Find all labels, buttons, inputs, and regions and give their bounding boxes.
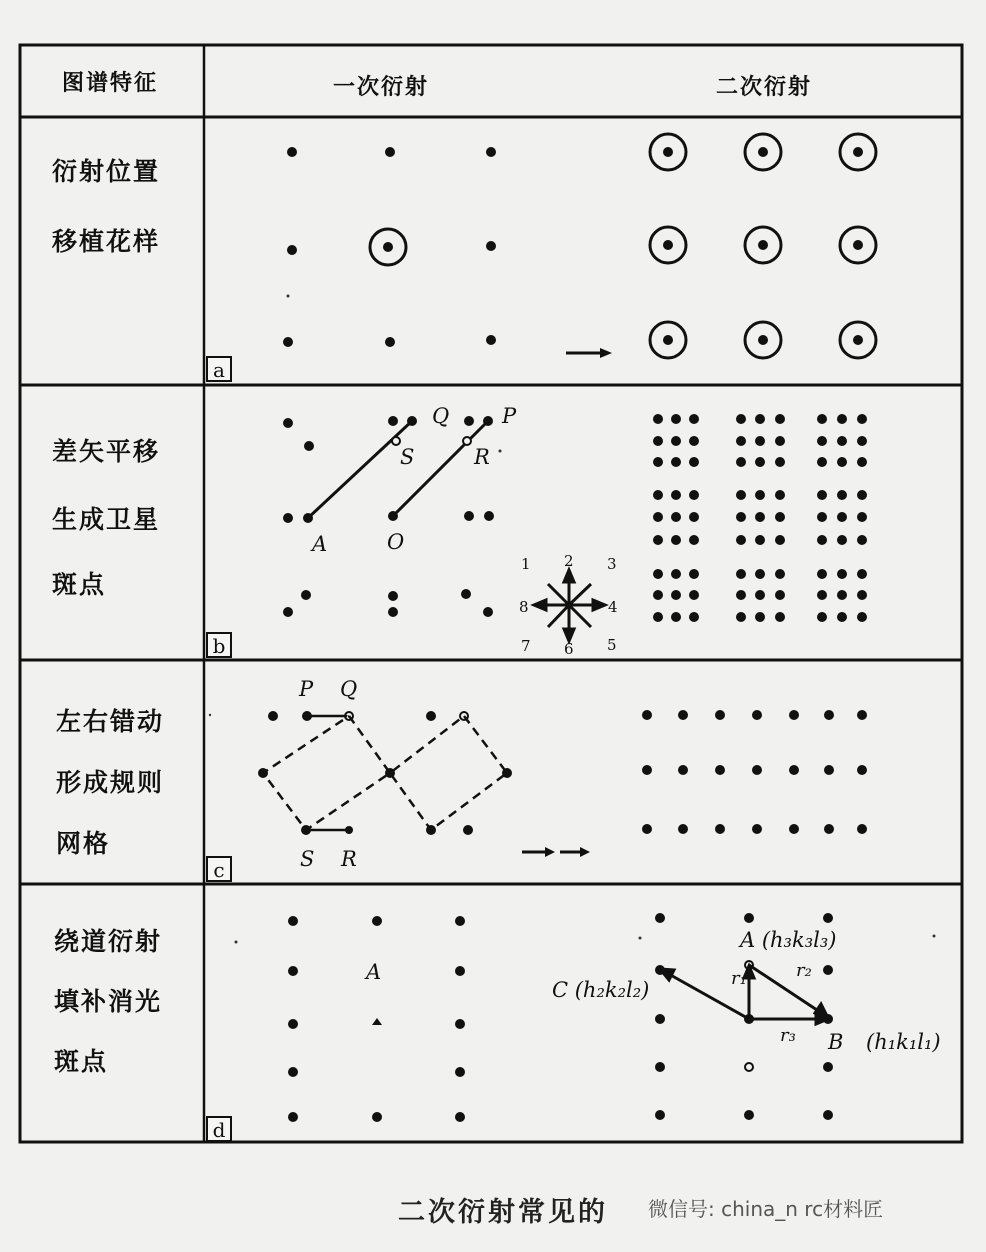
- row-c-label-line-2: 形成规则: [56, 768, 165, 797]
- row-a-arrow: [566, 348, 612, 358]
- row-c-grid-spots: [642, 710, 867, 834]
- row-b-label-S: S: [400, 445, 415, 469]
- row-d-label-line-2: 填补消光: [54, 987, 163, 1016]
- row-b-satellite-spots: [653, 414, 867, 622]
- row-a-label-line-1: 衍射位置: [52, 157, 161, 186]
- row-a-label-line-2: 移植花样: [52, 227, 161, 256]
- row-b-label-line-3: 斑点: [52, 570, 107, 599]
- row-a-tag: a: [206, 356, 232, 382]
- compass-label-5: 5: [607, 636, 617, 654]
- compass-label-7: 7: [521, 637, 531, 655]
- row-c-tag: c: [206, 856, 232, 882]
- row-d-label-line-1: 绕道衍射: [54, 927, 163, 956]
- header-primary-diffraction: 一次衍射: [333, 74, 430, 100]
- row-b-label-Q: Q: [432, 404, 450, 428]
- row-b-label-line-2: 生成卫星: [52, 505, 161, 534]
- row-b-label-O: O: [387, 530, 405, 554]
- row-d-label-r1: r₁: [731, 968, 747, 989]
- row-c-label-R: R: [341, 847, 357, 871]
- row-b-label-P: P: [502, 404, 517, 428]
- row-d-label-A-primary: A: [366, 960, 382, 984]
- row-c-label-P: P: [299, 677, 314, 701]
- compass-label-2: 2: [564, 552, 574, 570]
- row-b-label-R: R: [474, 445, 490, 469]
- row-b-tag: b: [206, 632, 232, 658]
- row-d-tag: d: [206, 1116, 232, 1142]
- row-d-label-B: B: [828, 1030, 844, 1054]
- row-d-label-C: C (h₂k₂l₂): [552, 978, 650, 1002]
- row-b-star-burst: [534, 570, 605, 641]
- compass-label-8: 8: [519, 598, 529, 616]
- row-c-label-Q: Q: [340, 677, 358, 701]
- row-d-label-B-index: (h₁k₁l₁): [866, 1030, 941, 1054]
- figure-caption: 二次衍射常见的: [398, 1197, 608, 1228]
- row-a-primary-spots: [283, 147, 496, 347]
- row-c-primary-spots: [258, 711, 512, 835]
- row-d-label-line-3: 斑点: [54, 1047, 109, 1076]
- row-d-label-A-secondary: A (h₃k₃l₃): [740, 928, 837, 952]
- header-feature: 图谱特征: [62, 70, 159, 96]
- watermark: 微信号: china_n rc材料匠: [648, 1197, 884, 1221]
- compass-label-1: 1: [521, 555, 531, 573]
- compass-label-4: 4: [608, 598, 618, 616]
- row-b-label-A: A: [312, 532, 328, 556]
- row-d-label-r2: r₂: [796, 960, 812, 981]
- row-c-label-line-3: 网格: [56, 829, 111, 858]
- row-d-label-r3: r₃: [780, 1025, 796, 1046]
- row-c-arrow: [522, 847, 590, 857]
- compass-label-3: 3: [607, 555, 617, 573]
- compass-label-6: 6: [564, 640, 574, 658]
- row-a-secondary-rings: [650, 134, 876, 358]
- header-secondary-diffraction: 二次衍射: [716, 74, 813, 100]
- row-d-primary-spots: [288, 916, 465, 1122]
- row-b-label-line-1: 差矢平移: [52, 437, 161, 466]
- row-c-label-line-1: 左右错动: [56, 707, 165, 736]
- row-b-primary-spots: [283, 416, 494, 617]
- row-c-label-S: S: [300, 847, 315, 871]
